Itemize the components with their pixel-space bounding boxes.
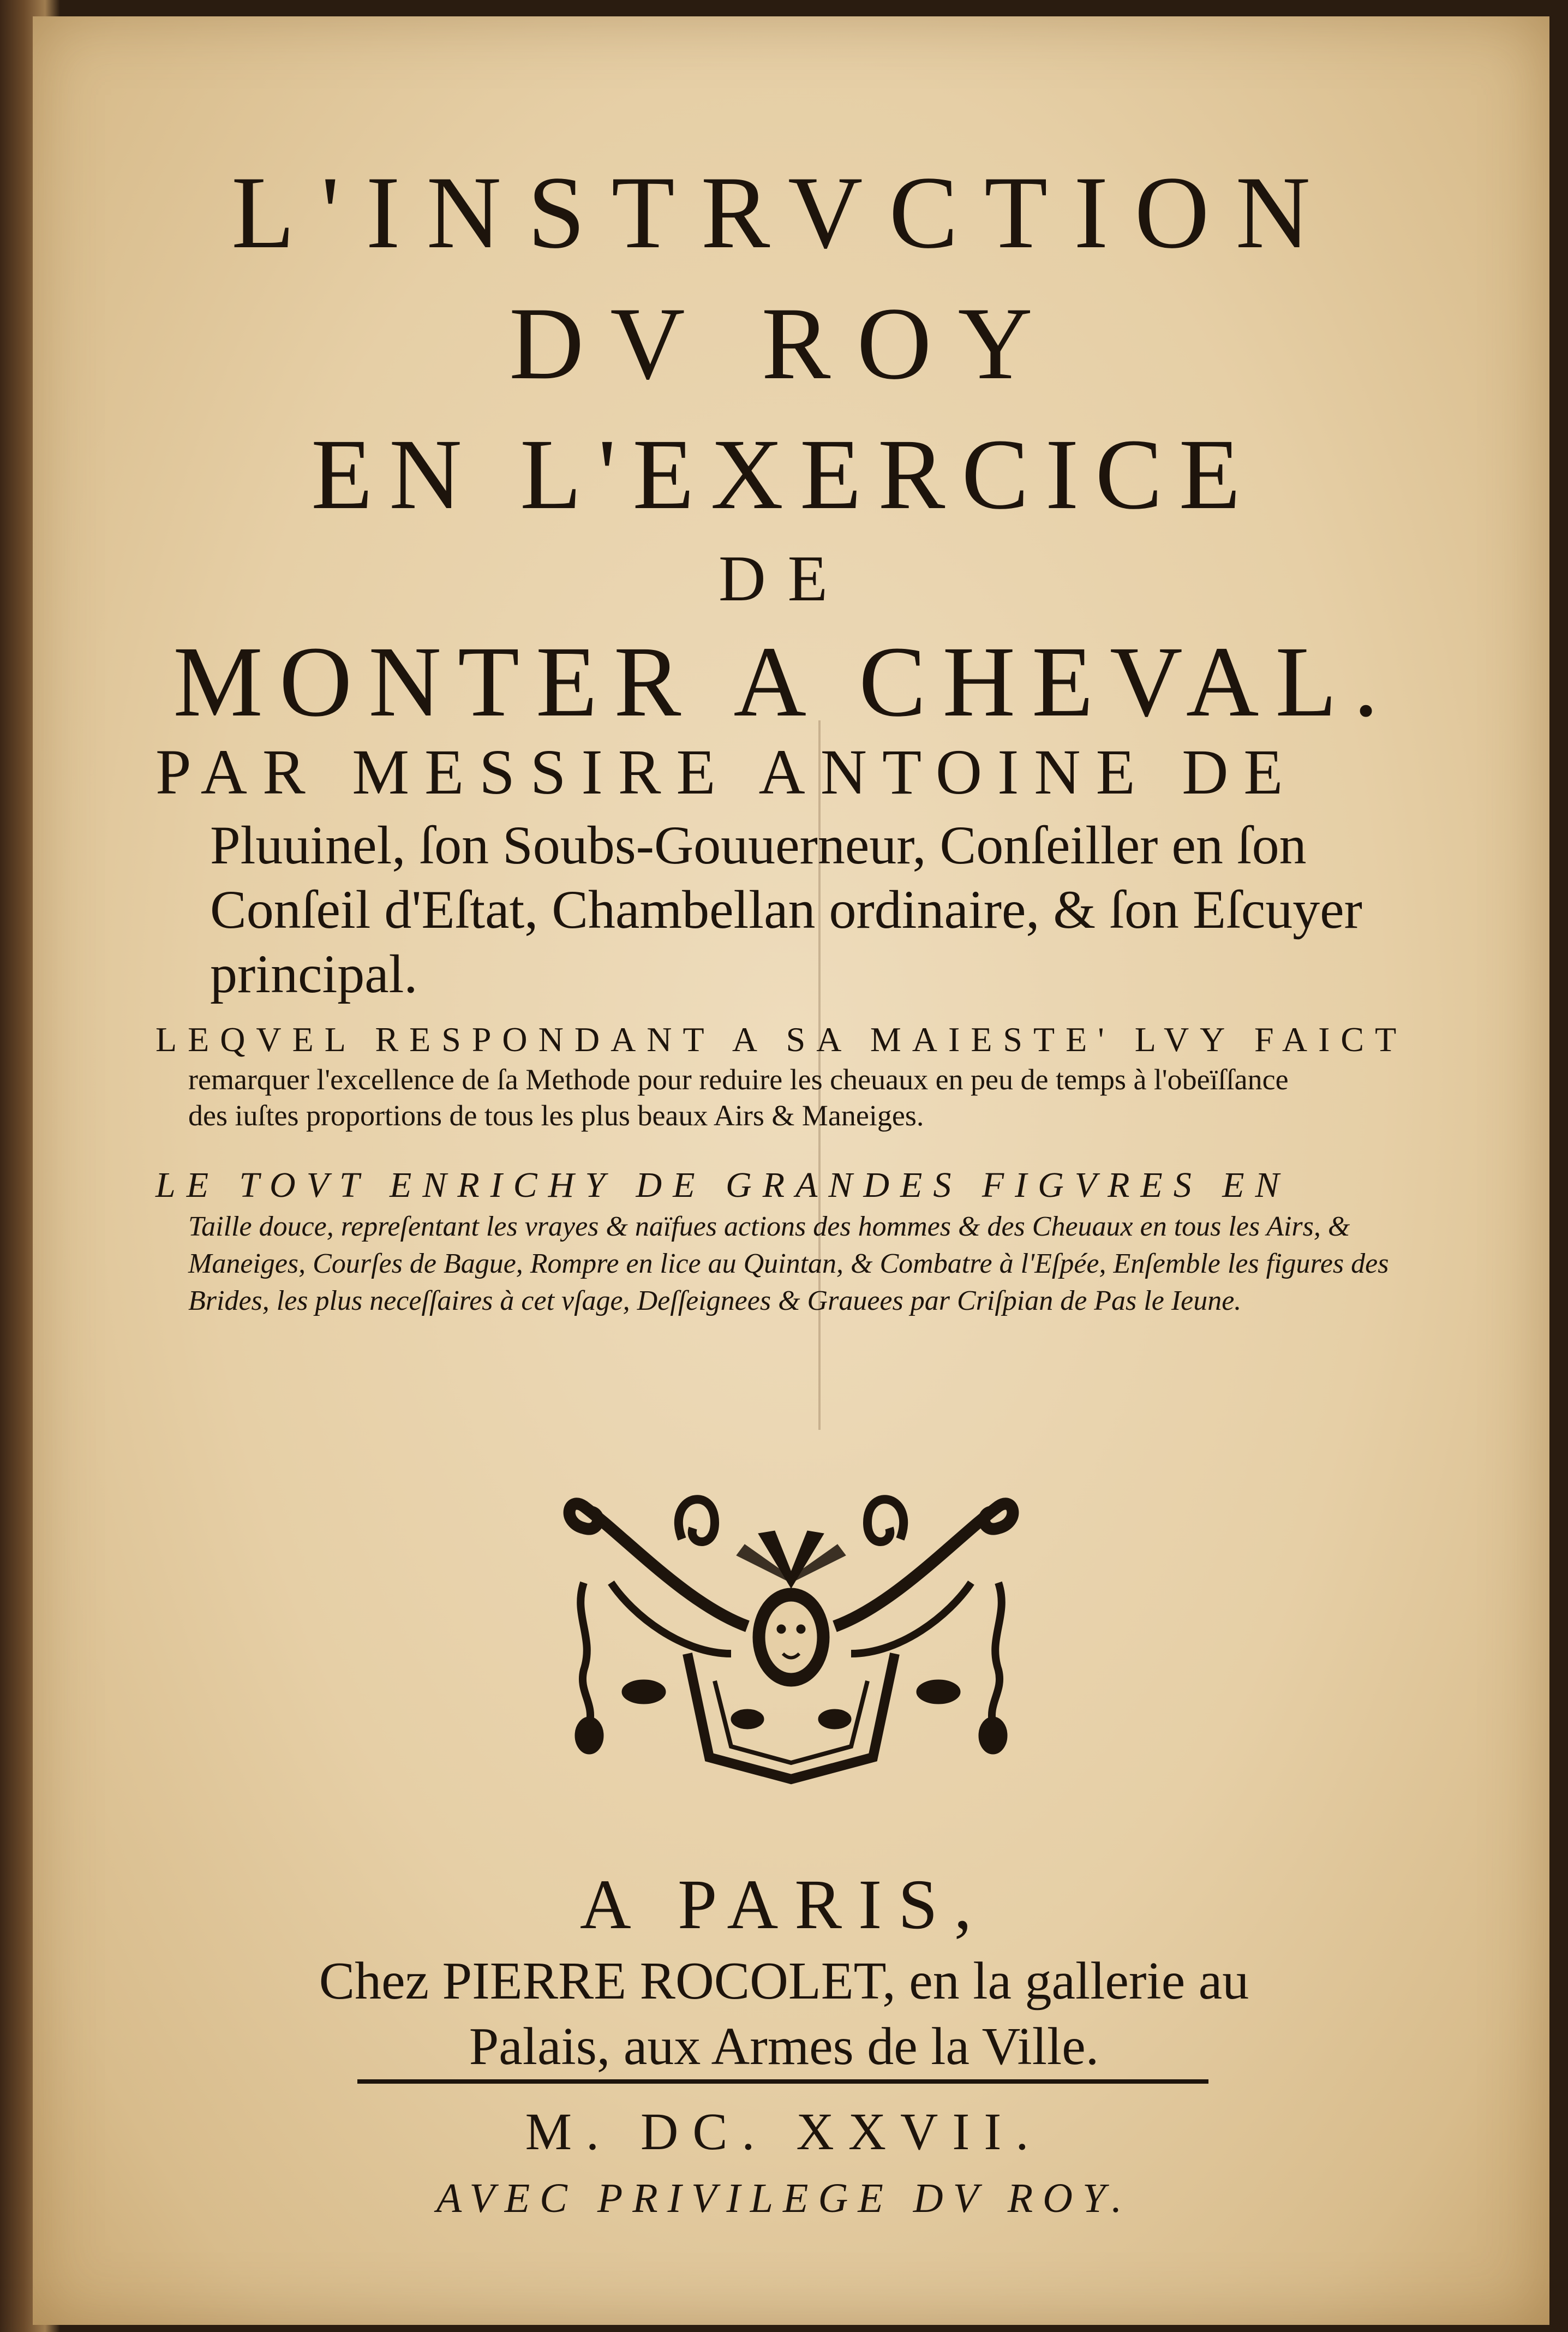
publication-year: M. DC. XXVII.: [525, 2102, 1043, 2161]
lequel-line-2: des iuſtes proportions de tous les plus beaux Airs & Maneiges.: [188, 1099, 924, 1132]
author-line-3: principal.: [210, 944, 418, 1004]
title-line-3: EN L'EXERCICE: [311, 419, 1257, 530]
royal-privilege: AVEC PRIVILEGE DV ROY.: [436, 2175, 1132, 2221]
tout-line-1: Taille douce, repreſentant les vrayes & naïfues actions des hommes & des Cheuaux en tous les Airs, &: [188, 1211, 1350, 1242]
author-line-2: Conſeil d'Eſtat, Chambellan ordinaire, & ſon Eſcuyer: [210, 879, 1362, 940]
imprint-place: A PARIS,: [579, 1865, 989, 1944]
title-line-5: MONTER A CHEVAL.: [173, 626, 1395, 738]
imprint-block: [0, 1861, 1568, 2079]
tout-line-2: Maneiges, Courſes de Bague, Rompre en lice au Quintan, & Combatre à l'Eſpée, Enſemble les figures des: [188, 1248, 1389, 1279]
tout-block: [155, 1162, 1427, 1320]
imprint-publisher-line-2: Palais, aux Armes de la Ville.: [469, 2017, 1099, 2076]
tout-heading: LE TOVT ENRICHY DE GRANDES FIGVRES EN: [155, 1165, 1290, 1205]
lequel-heading: LEQVEL RESPONDANT A SA MAIESTE' LVY FAICT: [155, 1020, 1408, 1059]
author-block: [155, 731, 1427, 1006]
title-line-1: L'INSTRVCTION: [231, 156, 1337, 270]
author-line-1: Pluuinel, ſon Soubs-Gouuerneur, Conſeiller en ſon: [210, 815, 1307, 875]
lequel-line-1: remarquer l'excellence de ſa Methode pour reduire les cheuaux en peu de temps à l'obeïſſance: [188, 1063, 1289, 1096]
tout-line-3: Brides, les plus neceſſaires à cet vſage, Deſſeignees & Grauees par Criſpian de Pas le Ieune.: [188, 1285, 1242, 1316]
lequel-block: [155, 1018, 1427, 1134]
title-line-4: DE: [719, 542, 849, 615]
printers-ornament-icon: [551, 1474, 1031, 1790]
main-title: [0, 147, 1568, 748]
divider-rule: [357, 2079, 1208, 2084]
imprint-publisher-line-1: Chez PIERRE ROCOLET, en la gallerie au: [319, 1952, 1249, 2011]
author-heading: PAR MESSIRE ANTOINE DE: [155, 736, 1298, 808]
title-line-2: DV ROY: [509, 287, 1059, 401]
